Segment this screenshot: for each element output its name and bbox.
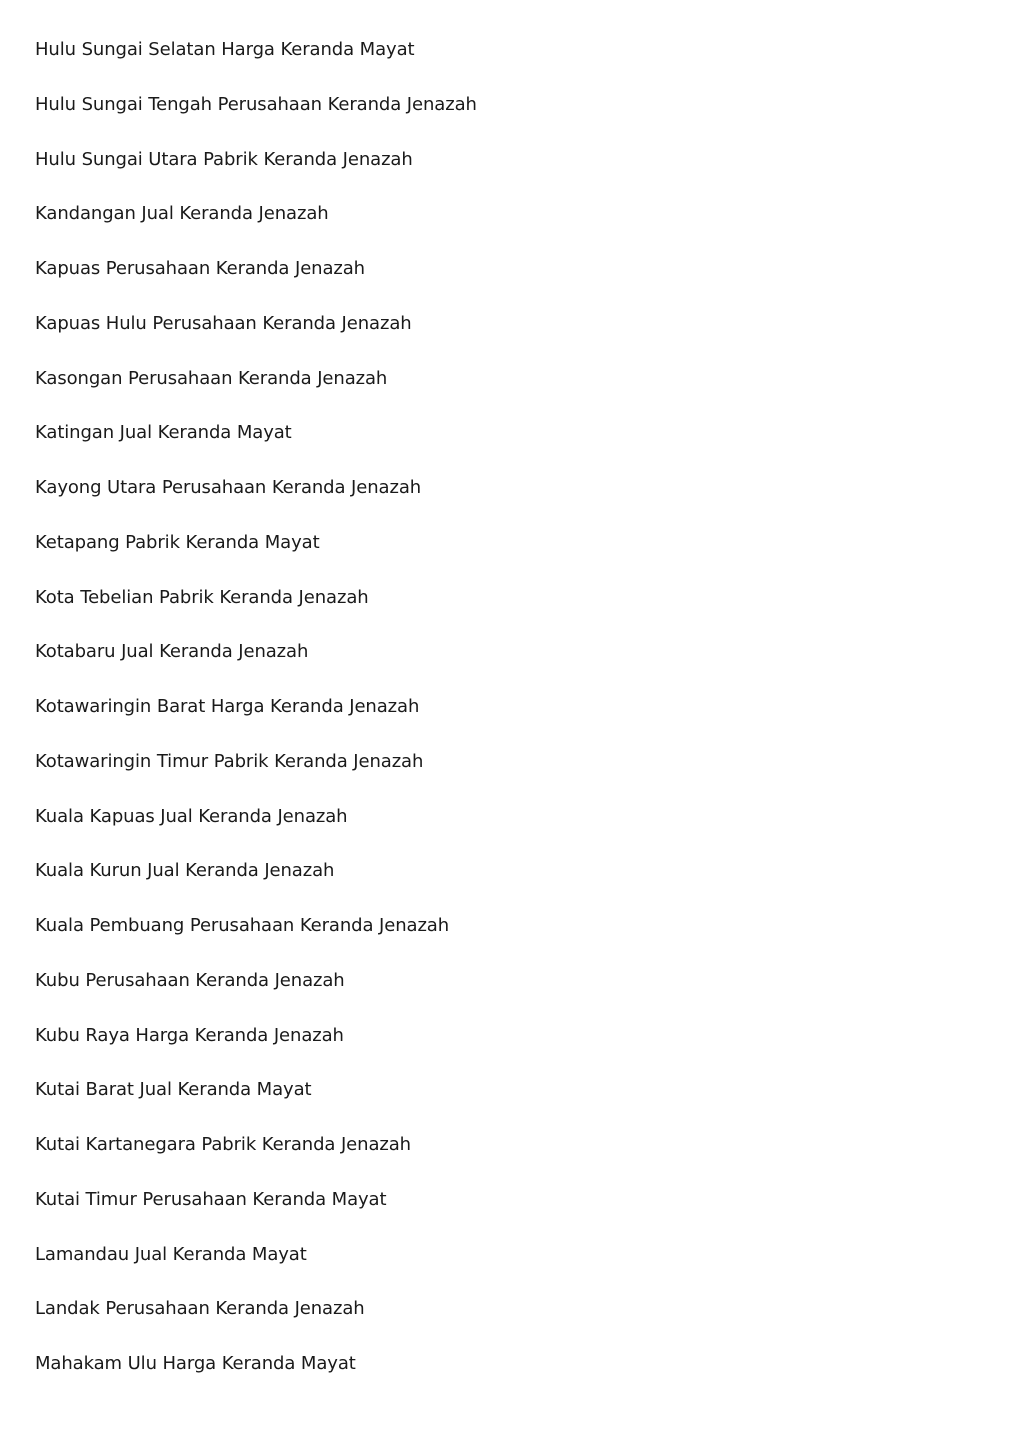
list-item: Kotabaru Jual Keranda Jenazah bbox=[35, 641, 309, 663]
list-item: Kubu Raya Harga Keranda Jenazah bbox=[35, 1024, 344, 1046]
list-item: Kapuas Perusahaan Keranda Jenazah bbox=[35, 258, 365, 279]
list-item: Kotawaringin Timur Pabrik Keranda Jenazah bbox=[35, 750, 424, 772]
list-item: Hulu Sungai Utara Pabrik Keranda Jenazah bbox=[35, 148, 413, 170]
list-item: Hulu Sungai Selatan Harga Keranda Mayat bbox=[35, 39, 415, 60]
list-item: Kapuas Hulu Perusahaan Keranda Jenazah bbox=[35, 312, 412, 334]
list-item: Mahakam Ulu Harga Keranda Mayat bbox=[35, 1353, 356, 1374]
list-item: Kandangan Jual Keranda Jenazah bbox=[35, 203, 329, 225]
list-item: Kubu Perusahaan Keranda Jenazah bbox=[35, 969, 345, 991]
location-list bbox=[35, 38, 995, 1407]
list-item: Katingan Jual Keranda Mayat bbox=[35, 422, 292, 444]
list-item: Ketapang Pabrik Keranda Mayat bbox=[35, 531, 320, 553]
list-item: Kuala Kapuas Jual Keranda Jenazah bbox=[35, 805, 348, 827]
list-item: Kutai Kartanegara Pabrik Keranda Jenazah bbox=[35, 1134, 411, 1155]
list-item: Kutai Timur Perusahaan Keranda Mayat bbox=[35, 1188, 387, 1210]
list-item: Kayong Utara Perusahaan Keranda Jenazah bbox=[35, 477, 422, 498]
list-item: Kuala Kurun Jual Keranda Jenazah bbox=[35, 860, 335, 882]
list-item: Kasongan Perusahaan Keranda Jenazah bbox=[35, 367, 388, 389]
list-item: Lamandau Jual Keranda Mayat bbox=[35, 1243, 307, 1265]
list-item: Landak Perusahaan Keranda Jenazah bbox=[35, 1298, 365, 1320]
list-item: Kotawaringin Barat Harga Keranda Jenazah bbox=[35, 696, 420, 717]
list-item: Kota Tebelian Pabrik Keranda Jenazah bbox=[35, 586, 369, 608]
list-item: Hulu Sungai Tengah Perusahaan Keranda Jenazah bbox=[35, 93, 477, 115]
list-item: Kutai Barat Jual Keranda Mayat bbox=[35, 1079, 312, 1101]
list-item: Kuala Pembuang Perusahaan Keranda Jenazah bbox=[35, 915, 450, 936]
